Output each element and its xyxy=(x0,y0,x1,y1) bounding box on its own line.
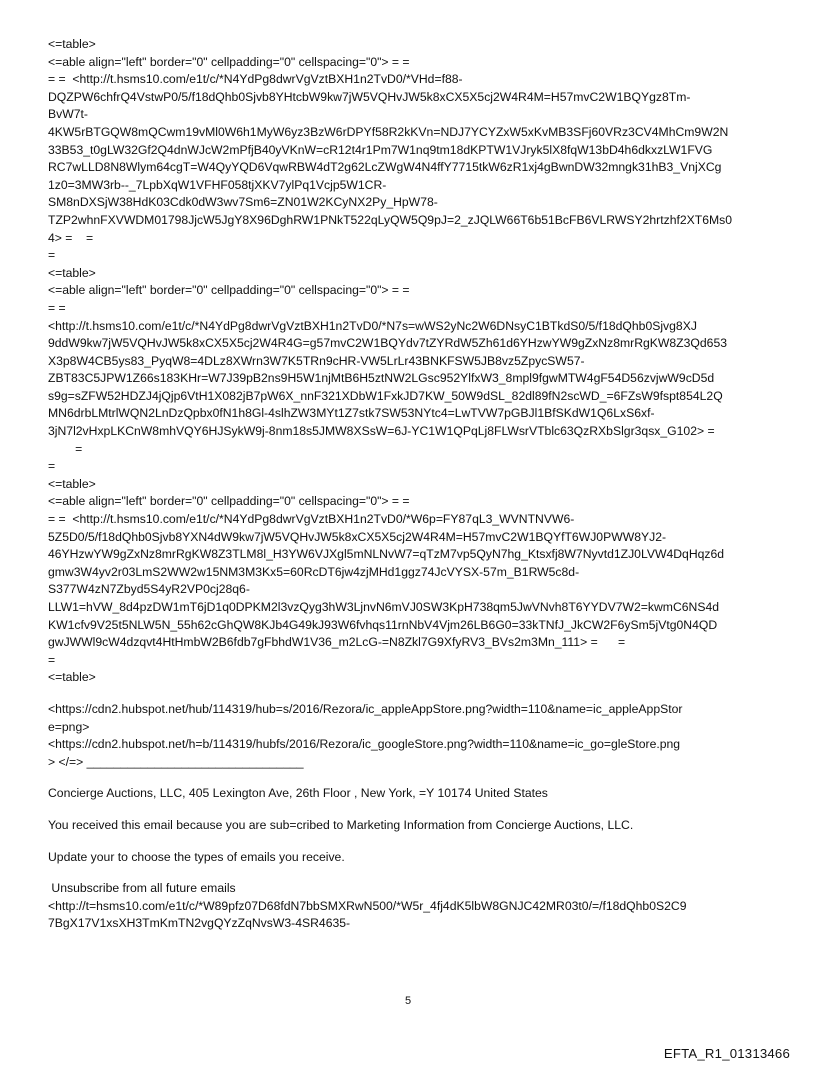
source-line: <http://t.hsms10.com/e1t/c/*N4YdPg8dwrVgVztBXH1n2TvD0/*N7s=wWS2yNc2W6DNsyC1BTkdS0/5/f18dQhb0Sjvg8XJ xyxy=(48,318,697,333)
page-number: 5 xyxy=(404,995,412,1007)
unsubscribe-line: <http://t=hsms10.com/e1t/c/*W89pfz07D68fdN7bbSMXRwN500/*W5r_4fj4dK5lbW8GNJC42MR03t0/=/f18dQhb0S2C9 xyxy=(48,898,687,913)
source-line: RC7wLLD8N8Wlym64cgT=W4QyYQD6VqwRBW4dT2g62LcZWgW4N4ffY7715tkW6zR1xj4gBwnDW32mngk31hB3_VnjXCg xyxy=(48,160,722,175)
source-line: TZP2whnFXVWDM01798JjcW5JgY8X96DghRW1PNkT522qLyQW5Q9pJ=2_zJQLW66T6b51BcFB6VLRWSY2hrtzhf2XT6Ms0 xyxy=(48,212,733,227)
update-preferences-text: Update your to choose the types of emails you receive. xyxy=(48,849,345,864)
company-address: Concierge Auctions, LLC, 405 Lexington Ave, 26th Floor , New York, =Y 10174 United States xyxy=(48,786,548,801)
app-link-line: > </=> ________________________________ xyxy=(48,754,304,769)
app-link-line: <https://cdn2.hubspot.net/hub/114319/hub=s/2016/Rezora/ic_appleAppStore.png?width=110&name=ic_appleAppStor xyxy=(48,701,683,716)
source-line: gwJWWl9cW4dzqvt4HtHmbW2B6fdb7gFbhdW1V36_m2LcG-=N8Zkl7G9XfyRV3_BVs2m3Mn_111> = = xyxy=(48,635,626,650)
source-line: <=table> xyxy=(48,37,96,51)
document-id: EFTA_R1_01313466 xyxy=(663,1046,790,1061)
source-line: = = xyxy=(48,300,66,315)
source-line: = = <http://t.hsms10.com/e1t/c/*N4YdPg8dwrVgVztBXH1n2TvD0/*W6p=FY87qL3_WVNTNVW6- xyxy=(48,512,575,527)
source-line: <=able align="left" border="0" cellpadding="0" cellspacing="0"> = = xyxy=(48,494,410,509)
source-line: 1z0=3MW3rb--_7LpbXqW1VFHF058tjXKV7ylPq1Vcjp5W1CR- xyxy=(48,177,387,192)
source-line: <=table> xyxy=(48,265,96,280)
source-line: = = <http://t.hsms10.com/e1t/c/*N4YdPg8dwrVgVztBXH1n2TvD0/*VHd=f88- xyxy=(48,72,463,87)
spacer xyxy=(48,835,772,849)
source-line: S377W4zN7Zbyd5S4yR2VP0cj28q6- xyxy=(48,582,250,597)
source-line: 33B53_t0gLW32Gf2Q4dnWJcW2mPfjB40yVKnW=cR12t4r1Pm7W1nq9tm18dKPTW1VJryk5lX8fqW13bD4h6dkxzLW1FVG xyxy=(48,142,713,157)
source-line: MN6drbLMtrlWQN2LnDzQpbx0fN1h8Gl-4slhZW3MYt1Z7stk7SW53NYtc4=LwTVW7pGBJl1BfSKdW1Q6LxS6xf- xyxy=(48,406,655,421)
source-line: = xyxy=(48,248,56,263)
source-line: = xyxy=(48,652,56,667)
source-line: 5Z5D0/5/f18dQhb0Sjvb8YXN4dW9kw7jW5VQHvJW5k8xCX5X5cj2W4R4M=H57mvC2W1BQYfT6WJ0PWW8YJ2- xyxy=(48,529,667,544)
source-line: 4> = = xyxy=(48,230,94,245)
html-source-block xyxy=(48,36,772,687)
app-link-line: <https://cdn2.hubspot.net/h=b/114319/hubfs/2016/Rezora/ic_googleStore.png?width=110&name=ic_go=gleStore.png xyxy=(48,737,681,752)
source-line: KW1cfv9V25t5NLW5N_55h62cGhQW8KJb4G49kJ93W6fvhqs11rnNbV4Vjm26LB6G0=33kTNfJ_JkCW2F6ySm5jVtg0N4QD xyxy=(48,617,718,632)
source-line: <=table> xyxy=(48,670,96,685)
source-line: X3p8W4CB5ys83_PyqW8=4DLz8XWrn3W7K5TRn9cHR-VW5LrLr43BNKFSW5JB8vz5ZpycSW57- xyxy=(48,353,585,368)
source-line: 4KW5rBTGQW8mQCwm19vMl0W6h1MyW6yz3BzW6rDPYf58R2kKVn=NDJ7YCYZxW5xKvMB3SFj60VRz3CV4MhCm9W2N xyxy=(48,124,729,139)
source-line: = xyxy=(48,441,83,456)
spacer xyxy=(48,771,772,785)
source-line: gmw3W4yv2r03LmS2WW2w15NM3M3Kx5=60RcDT6jw4zjMHd1ggz74JcVYSX-57m_B1RW5c8d- xyxy=(48,564,580,579)
spacer xyxy=(48,803,772,817)
source-line: <=table> xyxy=(48,476,96,491)
source-line: SM8nDXSjW38HdK03Cdk0dW3wv7Sm6=ZN01W2KCyNX2Py_HpW78- xyxy=(48,195,438,210)
subscription-notice: You received this email because you are sub=cribed to Marketing Information from Concierge Auctions, LLC. xyxy=(48,817,634,832)
source-line: 9ddW9kw7jW5VQHvJW5k8xCX5X5cj2W4R4G=g57mvC2W1BQYdv7tZYRdW5Zh61d6YHzwYW9gZxNz8mrRgKW8Z3Qd653 xyxy=(48,336,728,351)
source-line: s9g=sZFW52HDZJ4jQjp6VtH1X082jB7pW6X_nnF321XDbW1FxkJD7KW_50W9dSL_82dl89fN2scWD_=6FZsW9fspt854L2Q xyxy=(48,388,723,403)
source-line: = xyxy=(48,459,56,474)
unsubscribe-block xyxy=(48,880,772,933)
source-line: ZBT83C5JPW1Z66s183KHr=W7J39pB2ns9H5W1njMtB6H5ztNW2LGsc952YlfxW3_8mpl9fgwMTW4gF54D56zvjwW9cD5d xyxy=(48,371,715,386)
source-line: <=able align="left" border="0" cellpadding="0" cellspacing="0"> = = xyxy=(48,54,410,69)
app-store-links xyxy=(48,701,772,771)
unsubscribe-line: Unsubscribe from all future emails xyxy=(48,881,236,896)
unsubscribe-line: 7BgX17V1xsXH3TmKmTN2vgQYzZqNvsW3-4SR4635- xyxy=(48,916,351,931)
source-line: LLW1=hVW_8d4pzDW1mT6jD1q0DPKM2l3vzQyg3hW3LjnvN6mVJ0SW3KpH738qm5JwVNvh8T6YYDV7W2=kwmC6NS4d xyxy=(48,600,720,614)
source-line: DQZPW6chfrQ4VstwP0/5/f18dQhb0Sjvb8YHtcbW9kw7jW5VQHvJW5k8xCX5X5cj2W4R4M=H57mvC2W1BQYgz8Tm- xyxy=(48,89,691,104)
source-line: 3jN7l2vHxpLKCnW8mhVQY6HJSykW9j-8nm18s5JMW8XSsW=6J-YC1W1QPqLj8FLWsrVTblc63QzRXbSlgr3qsx_G102> = xyxy=(48,424,715,439)
document-body xyxy=(48,36,772,933)
spacer xyxy=(48,866,772,880)
source-line: 46YHzwYW9gZxNz8mrRgKW8Z3TLM8l_H3YW6VJXgl5mNLNvW7=qTzM7vp5QyN7hg_Ktsxfj8W7Nyvtd1ZJ0LVW4DqHqz6d xyxy=(48,547,725,562)
source-line: BvW7t- xyxy=(48,107,88,122)
app-link-line: e=png> xyxy=(48,719,90,734)
spacer xyxy=(48,687,772,701)
source-line: <=able align="left" border="0" cellpadding="0" cellspacing="0"> = = xyxy=(48,283,410,298)
